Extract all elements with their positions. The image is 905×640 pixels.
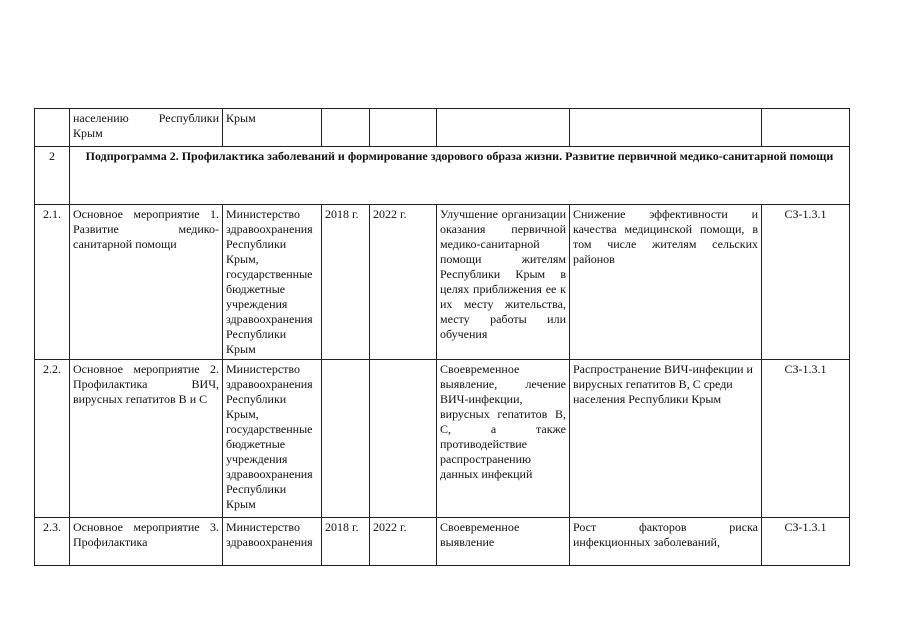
cell-end-year: 2022 г. [370,518,437,566]
cell-expected-result [437,109,570,147]
cell-executor: Крым [223,109,322,147]
cell-expected-result: Своевременное выявление, лечение ВИЧ-инфекции, вирусных гепатитов В, С, а также противодействие распространению данных инфекций [437,360,570,518]
cell-measure-name: Основное мероприятие 2. Профилактика ВИЧ, вирусных гепатитов В и С [70,360,223,518]
table-row [35,205,850,360]
cell-end-year: 2022 г. [370,205,437,360]
measures-table [34,108,850,566]
cell-measure-name: Основное мероприятие 3. Профилактика [70,518,223,566]
table-row [35,518,850,566]
table-row-continuation [35,109,850,147]
cell-consequence: Распространение ВИЧ-инфекции и вирусных гепатитов В, С среди населения Республики Крым [570,360,762,518]
table-row [35,360,850,518]
cell-executor: Министерство здравоохранения Республики Крым, государственные бюджетные учреждения здравоохранения Республики Крым [223,205,322,360]
cell-indicator-link: СЗ-1.3.1 [762,360,850,518]
cell-consequence [570,109,762,147]
cell-executor: Министерство здравоохранения [223,518,322,566]
cell-expected-result: Своевременное выявление [437,518,570,566]
cell-indicator-link: СЗ-1.3.1 [762,205,850,360]
cell-indicator-link: СЗ-1.3.1 [762,518,850,566]
cell-measure-name: Основное мероприятие 1. Развитие медико-санитарной помощи [70,205,223,360]
cell-end-year [370,109,437,147]
cell-num [35,109,70,147]
cell-num: 2.2. [35,360,70,518]
cell-start-year: 2018 г. [322,518,370,566]
cell-indicator-link [762,109,850,147]
subprogram-heading: Подпрограмма 2. Профилактика заболеваний и формирование здорового образа жизни. Развитие первичной медико-санитарной помощи [70,147,850,205]
cell-start-year: 2018 г. [322,205,370,360]
cell-start-year [322,109,370,147]
cell-end-year [370,360,437,518]
cell-consequence: Рост факторов риска инфекционных заболеваний, [570,518,762,566]
cell-measure-name: населению Республики Крым [70,109,223,147]
table-row-subprogram [35,147,850,205]
cell-num: 2 [35,147,70,205]
cell-start-year [322,360,370,518]
cell-expected-result: Улучшение организации оказания первичной медико-санитарной помощи жителям Республики Крым в целях приближения ее к их месту жительства, месту работы или обучения [437,205,570,360]
cell-num: 2.3. [35,518,70,566]
cell-consequence: Снижение эффективности и качества медицинской помощи, в том числе жителям сельских районов [570,205,762,360]
cell-num: 2.1. [35,205,70,360]
cell-executor: Министерство здравоохранения Республики Крым, государственные бюджетные учреждения здравоохранения Республики Крым [223,360,322,518]
